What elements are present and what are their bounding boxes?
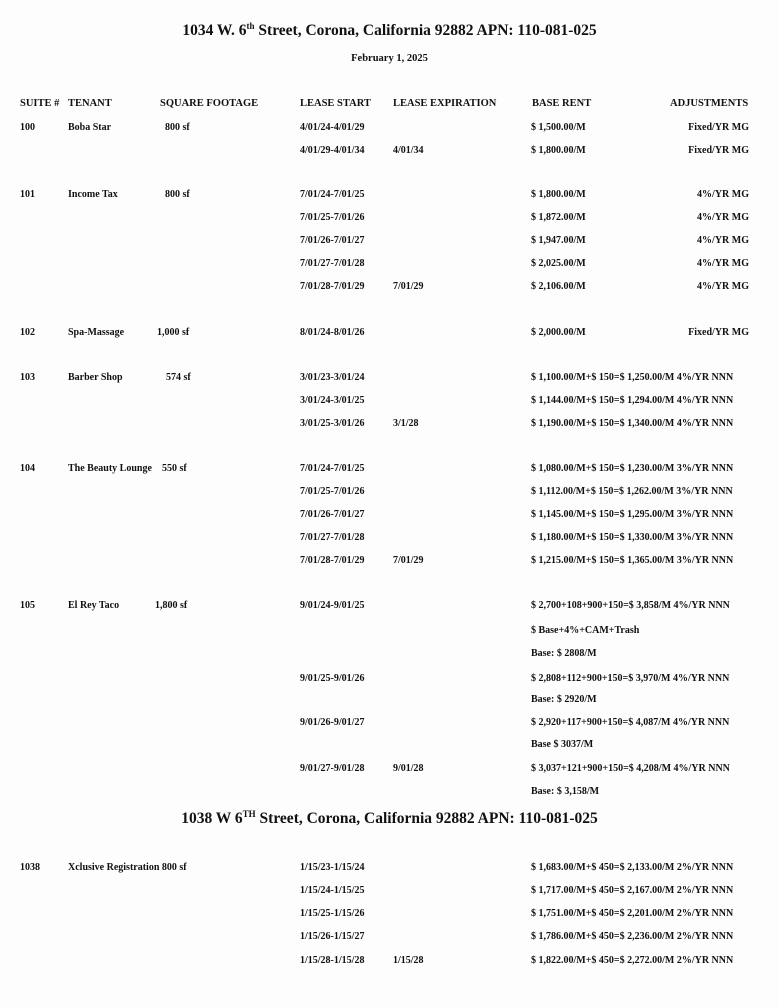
base-rent: Base: $ 3,158/M [531,786,600,797]
header-lease-start: LEASE START [300,98,371,109]
suite-number: 104 [20,463,35,474]
base-rent: Base $ 3037/M [531,739,594,750]
tenant-name: Spa-Massage [68,327,125,338]
document-date: February 1, 2025 [351,53,428,64]
base-rent: $ 2,000.00/M [531,327,586,338]
lease-expiration: 1/15/28 [393,955,424,966]
lease-start: 7/01/25-7/01/26 [300,212,365,223]
header-square-footage: SQUARE FOOTAGE [160,98,259,109]
lease-expiration: 7/01/29 [393,555,424,566]
base-rent: $ 2,808+112+900+150=$ 3,970/M 4%/YR NNN [531,673,730,684]
adjustment: Fixed/YR MG [688,122,749,133]
square-footage: 800 sf [165,189,190,200]
lease-start: 7/01/24-7/01/25 [300,463,365,474]
base-rent: $ Base+4%+CAM+Trash [531,625,640,636]
base-rent: $ 1,751.00/M+$ 450=$ 2,201.00/M 2%/YR NNN [531,908,734,919]
adjustment: 4%/YR MG [697,281,749,292]
base-rent: $ 1,180.00/M+$ 150=$ 1,330.00/M 3%/YR NNN [531,532,734,543]
lease-start: 7/01/26-7/01/27 [300,509,365,520]
adjustment: 4%/YR MG [697,212,749,223]
header-lease-expiration: LEASE EXPIRATION [393,98,497,109]
lease-start: 9/01/24-9/01/25 [300,600,365,611]
header-suite: SUITE # [20,98,60,109]
base-rent: $ 1,872.00/M [531,212,586,223]
base-rent: $ 1,800.00/M [531,145,586,156]
base-rent: $ 2,025.00/M [531,258,586,269]
property-title-2: 1038 W 6TH Street, Corona, California 92882 APN: 110-081-025 [181,808,598,827]
base-rent: $ 1,800.00/M [531,189,586,200]
lease-expiration: 4/01/34 [393,145,424,156]
lease-start: 4/01/29-4/01/34 [300,145,365,156]
base-rent: $ 1,947.00/M [531,235,586,246]
base-rent: $ 1,717.00/M+$ 450=$ 2,167.00/M 2%/YR NNN [531,885,734,896]
lease-start: 1/15/28-1/15/28 [300,955,365,966]
square-footage: 1,800 sf [155,600,188,611]
adjustment: 4%/YR MG [697,235,749,246]
lease-start: 3/01/24-3/01/25 [300,395,365,406]
square-footage: 574 sf [166,372,191,383]
lease-start: 9/01/25-9/01/26 [300,673,365,684]
lease-start: 7/01/27-7/01/28 [300,258,365,269]
suite-number: 105 [20,600,35,611]
base-rent: $ 1,215.00/M+$ 150=$ 1,365.00/M 3%/YR NNN [531,555,734,566]
adjustment: Fixed/YR MG [688,327,749,338]
lease-start: 7/01/25-7/01/26 [300,486,365,497]
base-rent: Base: $ 2920/M [531,694,597,705]
lease-expiration: 9/01/28 [393,763,424,774]
lease-start: 7/01/28-7/01/29 [300,555,365,566]
base-rent: $ 1,145.00/M+$ 150=$ 1,295.00/M 3%/YR NNN [531,509,734,520]
square-footage: 800 sf [165,122,190,133]
base-rent: $ 1,112.00/M+$ 150=$ 1,262.00/M 3%/YR NNN [531,486,733,497]
adjustment: Fixed/YR MG [688,145,749,156]
header-adjustments: ADJUSTMENTS [670,98,749,109]
lease-start: 8/01/24-8/01/26 [300,327,365,338]
base-rent: $ 2,106.00/M [531,281,586,292]
base-rent: $ 1,683.00/M+$ 450=$ 2,133.00/M 2%/YR NNN [531,862,734,873]
base-rent: $ 1,100.00/M+$ 150=$ 1,250.00/M 4%/YR NNN [531,372,734,383]
tenant-name: Income Tax [68,189,118,200]
base-rent: $ 3,037+121+900+150=$ 4,208/M 4%/YR NNN [531,763,730,774]
header-base-rent: BASE RENT [532,98,592,109]
lease-start: 9/01/26-9/01/27 [300,717,365,728]
suite-number: 101 [20,189,35,200]
lease-expiration: 7/01/29 [393,281,424,292]
base-rent: $ 1,500.00/M [531,122,586,133]
base-rent: $ 1,190.00/M+$ 150=$ 1,340.00/M 4%/YR NNN [531,418,734,429]
lease-expiration: 3/1/28 [393,418,419,429]
base-rent: $ 1,786.00/M+$ 450=$ 2,236.00/M 2%/YR NNN [531,931,734,942]
property-title-1: 1034 W. 6th Street, Corona, California 92882 APN: 110-081-025 [182,20,597,39]
header-tenant: TENANT [68,98,112,109]
base-rent: $ 2,700+108+900+150=$ 3,858/M 4%/YR NNN [531,600,730,611]
lease-start: 1/15/24-1/15/25 [300,885,365,896]
lease-start: 7/01/26-7/01/27 [300,235,365,246]
square-footage: 1,000 sf [157,327,190,338]
adjustment: 4%/YR MG [697,189,749,200]
suite-number: 100 [20,122,35,133]
lease-start: 1/15/26-1/15/27 [300,931,365,942]
lease-start: 7/01/27-7/01/28 [300,532,365,543]
lease-start: 4/01/24-4/01/29 [300,122,365,133]
base-rent: $ 2,920+117+900+150=$ 4,087/M 4%/YR NNN [531,717,730,728]
suite-number: 103 [20,372,35,383]
base-rent: $ 1,080.00/M+$ 150=$ 1,230.00/M 3%/YR NNN [531,463,734,474]
tenant-name: Barber Shop [68,372,123,383]
suite-number: 102 [20,327,35,338]
tenant-name: The Beauty Lounge [68,463,152,474]
tenant-name: Xclusive Registration 800 sf [68,862,187,873]
base-rent: $ 1,822.00/M+$ 450=$ 2,272.00/M 2%/YR NNN [531,955,734,966]
lease-start: 7/01/28-7/01/29 [300,281,365,292]
lease-start: 3/01/25-3/01/26 [300,418,365,429]
base-rent: $ 1,144.00/M+$ 150=$ 1,294.00/M 4%/YR NNN [531,395,734,406]
square-footage: 550 sf [162,463,187,474]
lease-start: 1/15/23-1/15/24 [300,862,365,873]
tenant-name: El Rey Taco [68,600,120,611]
lease-start: 3/01/23-3/01/24 [300,372,365,383]
suite-number: 1038 [20,862,40,873]
base-rent: Base: $ 2808/M [531,648,597,659]
lease-start: 9/01/27-9/01/28 [300,763,365,774]
lease-start: 1/15/25-1/15/26 [300,908,365,919]
lease-start: 7/01/24-7/01/25 [300,189,365,200]
tenant-name: Boba Star [68,122,112,133]
adjustment: 4%/YR MG [697,258,749,269]
